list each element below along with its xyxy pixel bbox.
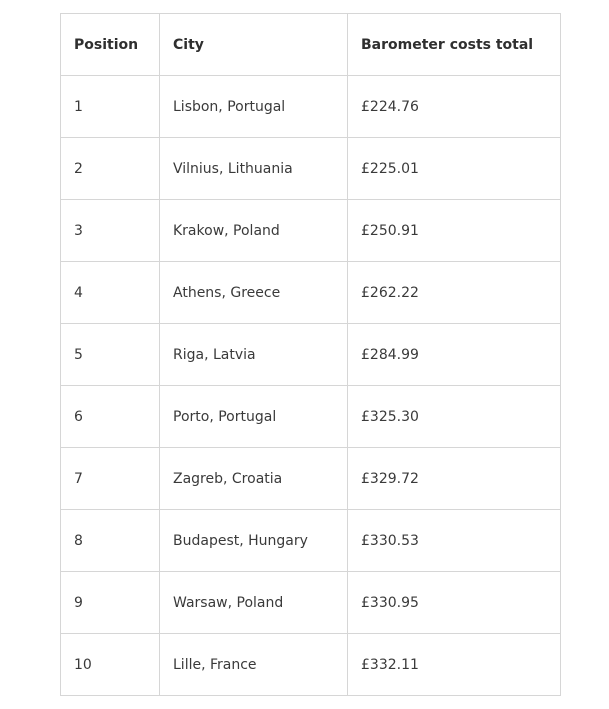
table-row bbox=[61, 572, 561, 634]
cell-position: 4 bbox=[61, 262, 160, 324]
cell-city: Budapest, Hungary bbox=[160, 510, 348, 572]
barometer-costs-table bbox=[60, 13, 561, 696]
cell-position: 3 bbox=[61, 200, 160, 262]
header-barometer-costs-total: Barometer costs total bbox=[348, 14, 561, 76]
cell-position: 8 bbox=[61, 510, 160, 572]
table-row bbox=[61, 262, 561, 324]
cell-total: £250.91 bbox=[348, 200, 561, 262]
cell-total: £329.72 bbox=[348, 448, 561, 510]
cell-total: £330.95 bbox=[348, 572, 561, 634]
table-row bbox=[61, 448, 561, 510]
cell-total: £262.22 bbox=[348, 262, 561, 324]
table-row bbox=[61, 386, 561, 448]
cell-total: £330.53 bbox=[348, 510, 561, 572]
cell-city: Lille, France bbox=[160, 634, 348, 696]
cell-total: £332.11 bbox=[348, 634, 561, 696]
table-row bbox=[61, 510, 561, 572]
cell-city: Warsaw, Poland bbox=[160, 572, 348, 634]
table-row bbox=[61, 76, 561, 138]
cell-city: Zagreb, Croatia bbox=[160, 448, 348, 510]
table-row bbox=[61, 138, 561, 200]
cell-total: £224.76 bbox=[348, 76, 561, 138]
table-row bbox=[61, 200, 561, 262]
cell-city: Krakow, Poland bbox=[160, 200, 348, 262]
cell-total: £225.01 bbox=[348, 138, 561, 200]
cell-city: Porto, Portugal bbox=[160, 386, 348, 448]
cell-total: £284.99 bbox=[348, 324, 561, 386]
cell-position: 5 bbox=[61, 324, 160, 386]
cell-position: 2 bbox=[61, 138, 160, 200]
cell-city: Riga, Latvia bbox=[160, 324, 348, 386]
cell-position: 10 bbox=[61, 634, 160, 696]
cell-position: 7 bbox=[61, 448, 160, 510]
table-container bbox=[60, 13, 561, 696]
cell-position: 1 bbox=[61, 76, 160, 138]
header-city: City bbox=[160, 14, 348, 76]
cell-position: 9 bbox=[61, 572, 160, 634]
cell-city: Athens, Greece bbox=[160, 262, 348, 324]
header-position: Position bbox=[61, 14, 160, 76]
table-header-row bbox=[61, 14, 561, 76]
cell-total: £325.30 bbox=[348, 386, 561, 448]
cell-city: Lisbon, Portugal bbox=[160, 76, 348, 138]
table-row bbox=[61, 324, 561, 386]
cell-position: 6 bbox=[61, 386, 160, 448]
cell-city: Vilnius, Lithuania bbox=[160, 138, 348, 200]
table-row bbox=[61, 634, 561, 696]
